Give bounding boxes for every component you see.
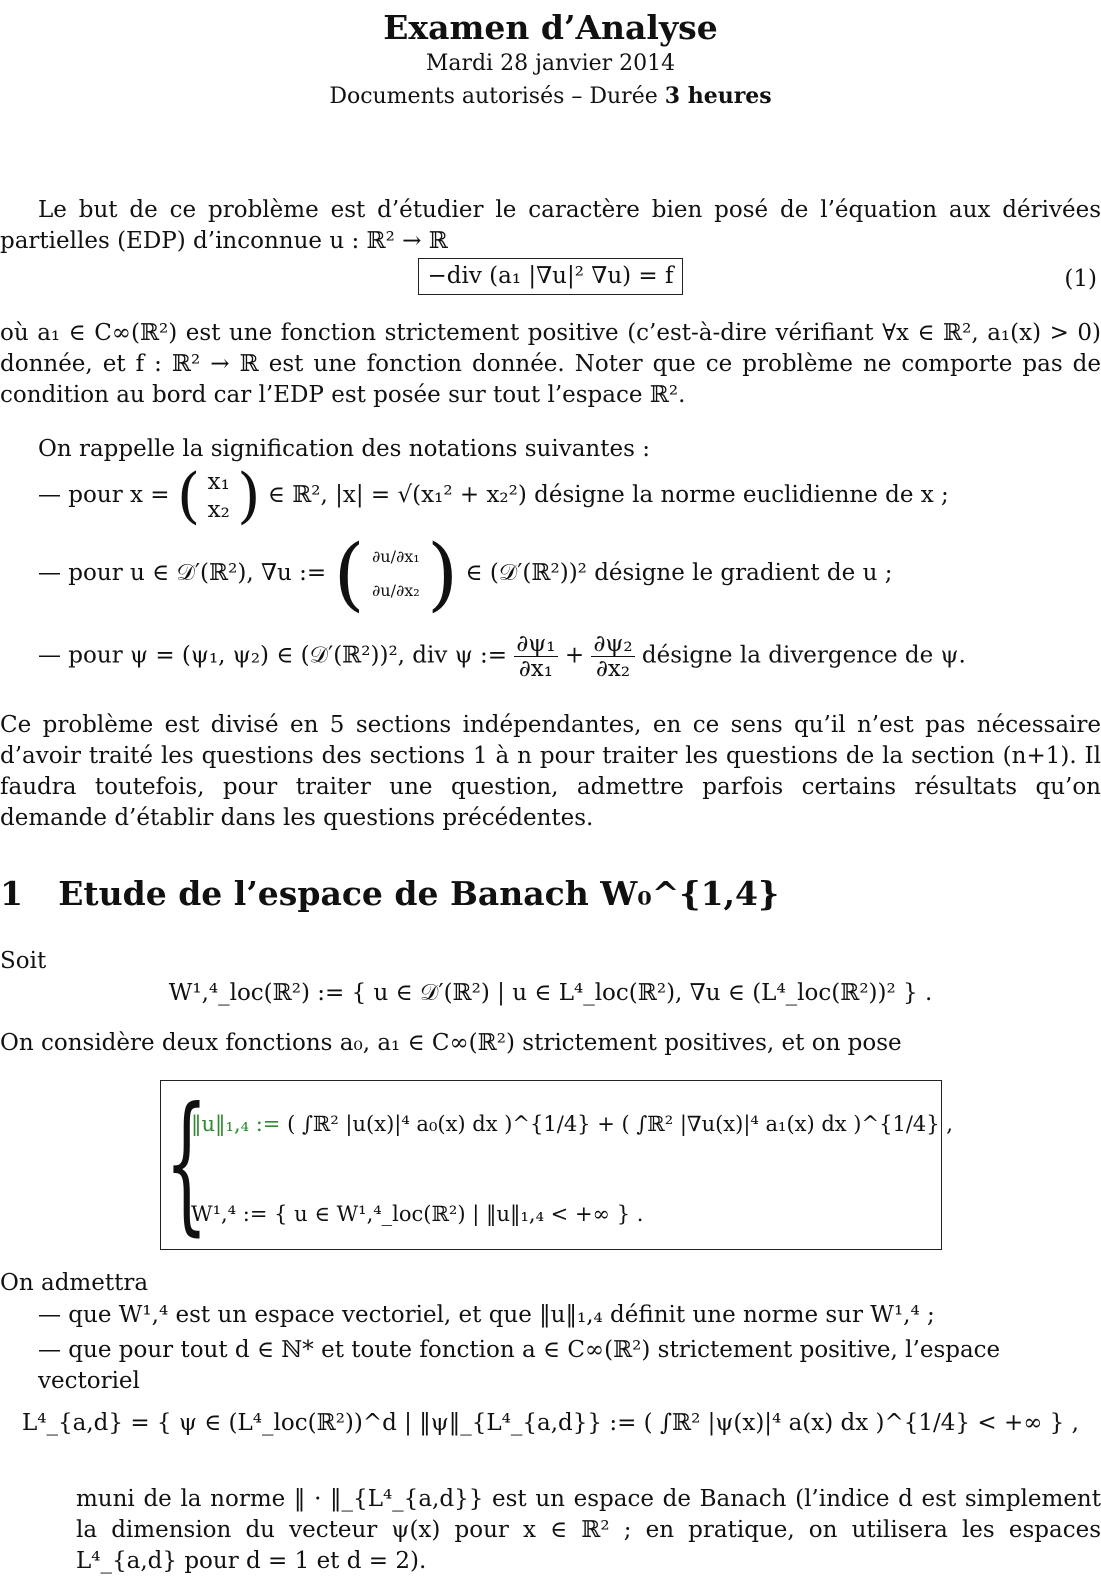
- fraction-dpsi1-den: ∂x₁: [518, 656, 553, 682]
- notation-norm-prefix: — pour x =: [38, 482, 170, 508]
- gradient-component-1: ∂u/∂x₁: [372, 547, 420, 566]
- vector-x: [208, 468, 230, 524]
- notation-divergence-suffix: désigne la divergence de ψ.: [641, 642, 966, 669]
- norm-definition-box: [160, 1076, 953, 1250]
- duration-value: 3 heures: [664, 83, 772, 109]
- section-number: 1: [0, 874, 23, 913]
- notations-intro: On rappelle la signification des notations suivantes :: [38, 436, 650, 462]
- docs-label: Documents autorisés – Durée: [329, 84, 658, 109]
- left-brace-icon: {: [165, 1076, 208, 1250]
- assumption-1: — que W¹,⁴ est un espace vectoriel, et que ‖u‖₁,₄ définit une norme sur W¹,⁴ ;: [38, 1302, 935, 1328]
- notation-gradient-prefix: — pour u ∈ 𝒟′(ℝ²), ∇u :=: [38, 560, 327, 586]
- notation-gradient-suffix: ∈ (𝒟′(ℝ²))² désigne le gradient de u ;: [465, 560, 893, 586]
- main-equation: −div (a₁ |∇u|² ∇u) = f: [418, 258, 682, 295]
- exam-date: Mardi 28 janvier 2014: [425, 51, 676, 76]
- vector-x1: x₁: [207, 469, 230, 495]
- section-heading: [0, 874, 1101, 914]
- fraction-dpsi2-den: ∂x₂: [595, 656, 631, 682]
- norm-rhs: ( ∫ℝ² |u(x)|⁴ a₀(x) dx )^{1/4} + ( ∫ℝ² |∇u(x)|⁴ a₁(x) dx )^{1/4} ,: [287, 1112, 953, 1136]
- definitions-paragraph: où a₁ ∈ C∞(ℝ²) est une fonction strictement positive (c’est-à-dire vérifiant ∀x ∈ ℝ², a₁(x) > 0) donnée, et f : ℝ² → ℝ est une fonction donnée. Noter que ce problème ne comporte pas de condition au bord car l’EDP est posée sur tout l’espace ℝ².: [0, 320, 1101, 408]
- exam-docs: [0, 80, 1101, 113]
- norm-definition: [191, 1109, 953, 1140]
- assumption-3: muni de la norme ‖ · ‖_{L⁴_{a,d}} est un espace de Banach (l’indice d est simplement la dimension du vecteur ψ(x) pour x ∈ ℝ² ; en pratique, on utilisera les espaces L⁴_{a,d} pour d = 1 et d = 2).: [76, 1486, 1101, 1574]
- notation-gradient: — pour u ∈ 𝒟′(ℝ²), ∇u := ( ∂u/∂x₁ ∂u/∂x₂ ) ∈ (𝒟′(ℝ²))² désigne le gradient de u ;: [38, 527, 893, 620]
- exam-title: Examen d’Analyse: [383, 8, 718, 47]
- fraction-dpsi1-num: ∂ψ₁: [516, 631, 556, 657]
- admettra-label: On admettra: [0, 1270, 149, 1296]
- notation-divergence: — pour ψ = (ψ₁, ψ₂) ∈ (𝒟′(ℝ²))², div ψ := $\frac{\text{∂ψ₁}}{\text{∂x₁}}$ + $\frac{\text{∂ψ₂}}{\text{∂x₂}}$ désigne la divergence de ψ.: [38, 631, 966, 682]
- notation-norm-suffix: ∈ ℝ², |x| = √(x₁² + x₂²) désigne la norme euclidienne de x ;: [267, 482, 949, 508]
- section-title: Etude de l’espace de Banach W₀^{1,4}: [58, 874, 780, 913]
- intro-paragraph: Le but de ce problème est d’étudier le caractère bien posé de l’équation aux dérivées partielles (EDP) d’inconnue u : ℝ² → ℝ: [0, 197, 1101, 254]
- functions-paragraph: On considère deux fonctions a₀, a₁ ∈ C∞(ℝ²) strictement positives, et on pose: [0, 1030, 902, 1056]
- assumption-2: — que pour tout d ∈ ℕ* et toute fonction a ∈ C∞(ℝ²) strictement positive, l’espace vectoriel: [38, 1337, 1001, 1394]
- gradient-component-2: ∂u/∂x₂: [372, 581, 420, 600]
- w-definition: W¹,⁴ := { u ∈ W¹,⁴_loc(ℝ²) | ‖u‖₁,₄ < +∞ } .: [191, 1202, 644, 1226]
- notation-divergence-prefix: — pour ψ = (ψ₁, ψ₂) ∈ (𝒟′(ℝ²))², div ψ :=: [38, 642, 508, 669]
- fraction-dpsi2-num: ∂ψ₂: [593, 631, 633, 657]
- soit-label: Soit: [0, 948, 47, 974]
- structure-paragraph: Ce problème est divisé en 5 sections indépendantes, en ce sens qu’il n’est pas nécessaire d’avoir traité les questions des sections 1 à n pour traiter les questions de la section (n+1). Il faudra toutefois, pour traiter une question, admettre parfois certains résultats qu’on demande d’établir dans les questions précédentes.: [0, 712, 1101, 831]
- vector-x2: x₂: [207, 497, 230, 523]
- wloc-definition: W¹,⁴_loc(ℝ²) := { u ∈ 𝒟′(ℝ²) | u ∈ L⁴_loc(ℝ²), ∇u ∈ (L⁴_loc(ℝ²))² } .: [168, 980, 933, 1006]
- notation-norm: — pour x = ( x₁ x₂ ) ∈ ℝ², |x| = √(x₁² + x₂²) désigne la norme euclidienne de x ;: [38, 461, 949, 531]
- fraction-dpsi1: [514, 632, 557, 681]
- l4-definition: L⁴_{a,d} = { ψ ∈ (L⁴_loc(ℝ²))^d | ‖ψ‖_{L⁴_{a,d}} := ( ∫ℝ² |ψ(x)|⁴ a(x) dx )^{1/4} < +∞ } ,: [22, 1410, 1079, 1436]
- equation-number: (1): [1064, 266, 1097, 292]
- fraction-dpsi2: [591, 632, 634, 681]
- norm-lhs: ‖u‖₁,₄ :=: [191, 1112, 281, 1136]
- gradient-vector: [372, 540, 420, 608]
